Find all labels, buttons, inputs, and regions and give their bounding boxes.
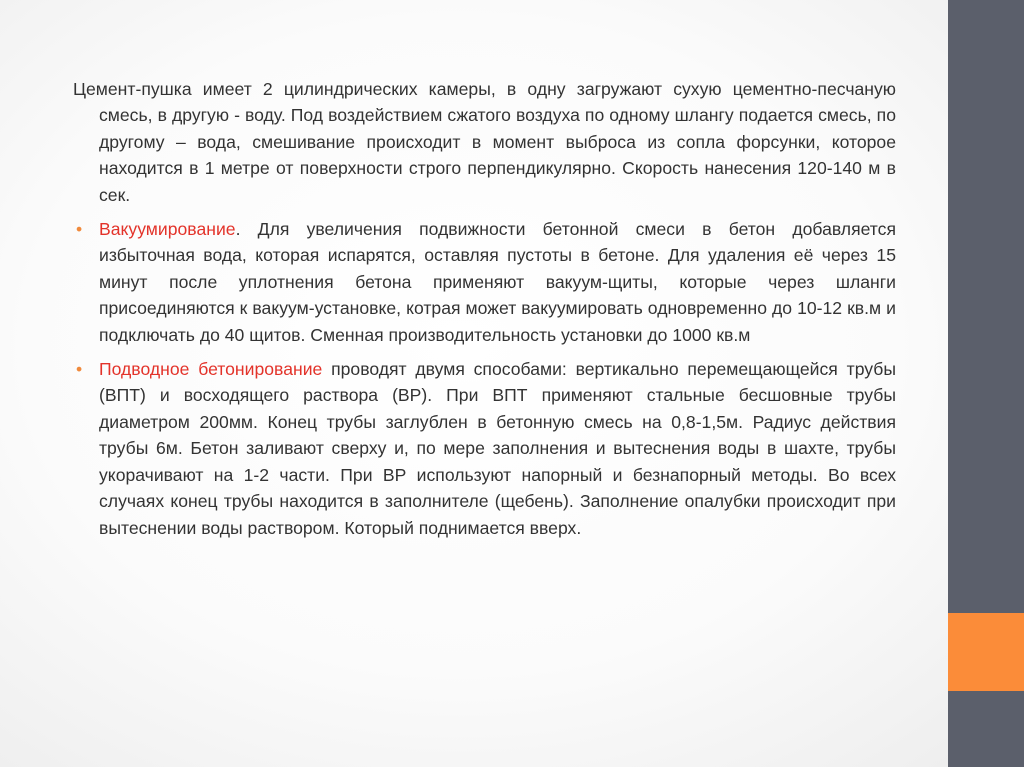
bullet-dot-icon: •: [76, 219, 83, 240]
bullet-dot-icon: •: [76, 359, 83, 380]
bullet-underwater-text: проводят двумя способами: вертикально перемещающейся трубы (ВПТ) и восходящего раствора (ВР). При ВПТ применяют стальные бесшовные трубы диаметром 200мм. Конец трубы заглублен в бетонную смесь на 0,8-1,5м. Радиус действия трубы 6м. Бетон заливают сверху и, по мере заполнения и вытеснения воды в шахте, трубы укорачивают на 1-2 части. При ВР используют напорный и безнапорный методы. Во всех случаях конец трубы находится в заполнителе (щебень). Заполнение опалубки происходит при вытеснении воды раствором. Который поднимается вверх.: [99, 359, 896, 538]
bullet-vacuum-text: . Для увеличения подвижности бетонной смеси в бетон добавляется избыточная вода, которая испарятся, оставляя пустоты в бетоне. Для удаления её через 15 минут после уплотнения бетона применяют вакуум-щиты, которые через шланги присоединяются к вакуум-установке, котрая может вакуумировать одновременно до 10-12 кв.м и подключать до 40 щитов. Сменная производительность установки до 1000 кв.м: [99, 219, 896, 345]
sidebar-accent-block: [948, 613, 1024, 691]
bullet-underwater: [73, 356, 896, 541]
bullet-vacuum: [73, 216, 896, 348]
term-underwater: Подводное бетонирование: [99, 359, 323, 380]
slide-content: [73, 76, 896, 549]
intro-paragraph: Цемент-пушка имеет 2 цилиндрических камеры, в одну загружают сухую цементно-песчаную смесь, в другую - воду. Под воздействием сжатого воздуха по одному шлангу подается смесь, по другому – вода, смешивание происходит в момент выброса из сопла форсунки, которое находится в 1 метре от поверхности строго перпендикулярно. Скорость нанесения 120-140 м в сек.: [73, 79, 896, 205]
term-vacuum: Вакуумирование: [99, 219, 236, 240]
